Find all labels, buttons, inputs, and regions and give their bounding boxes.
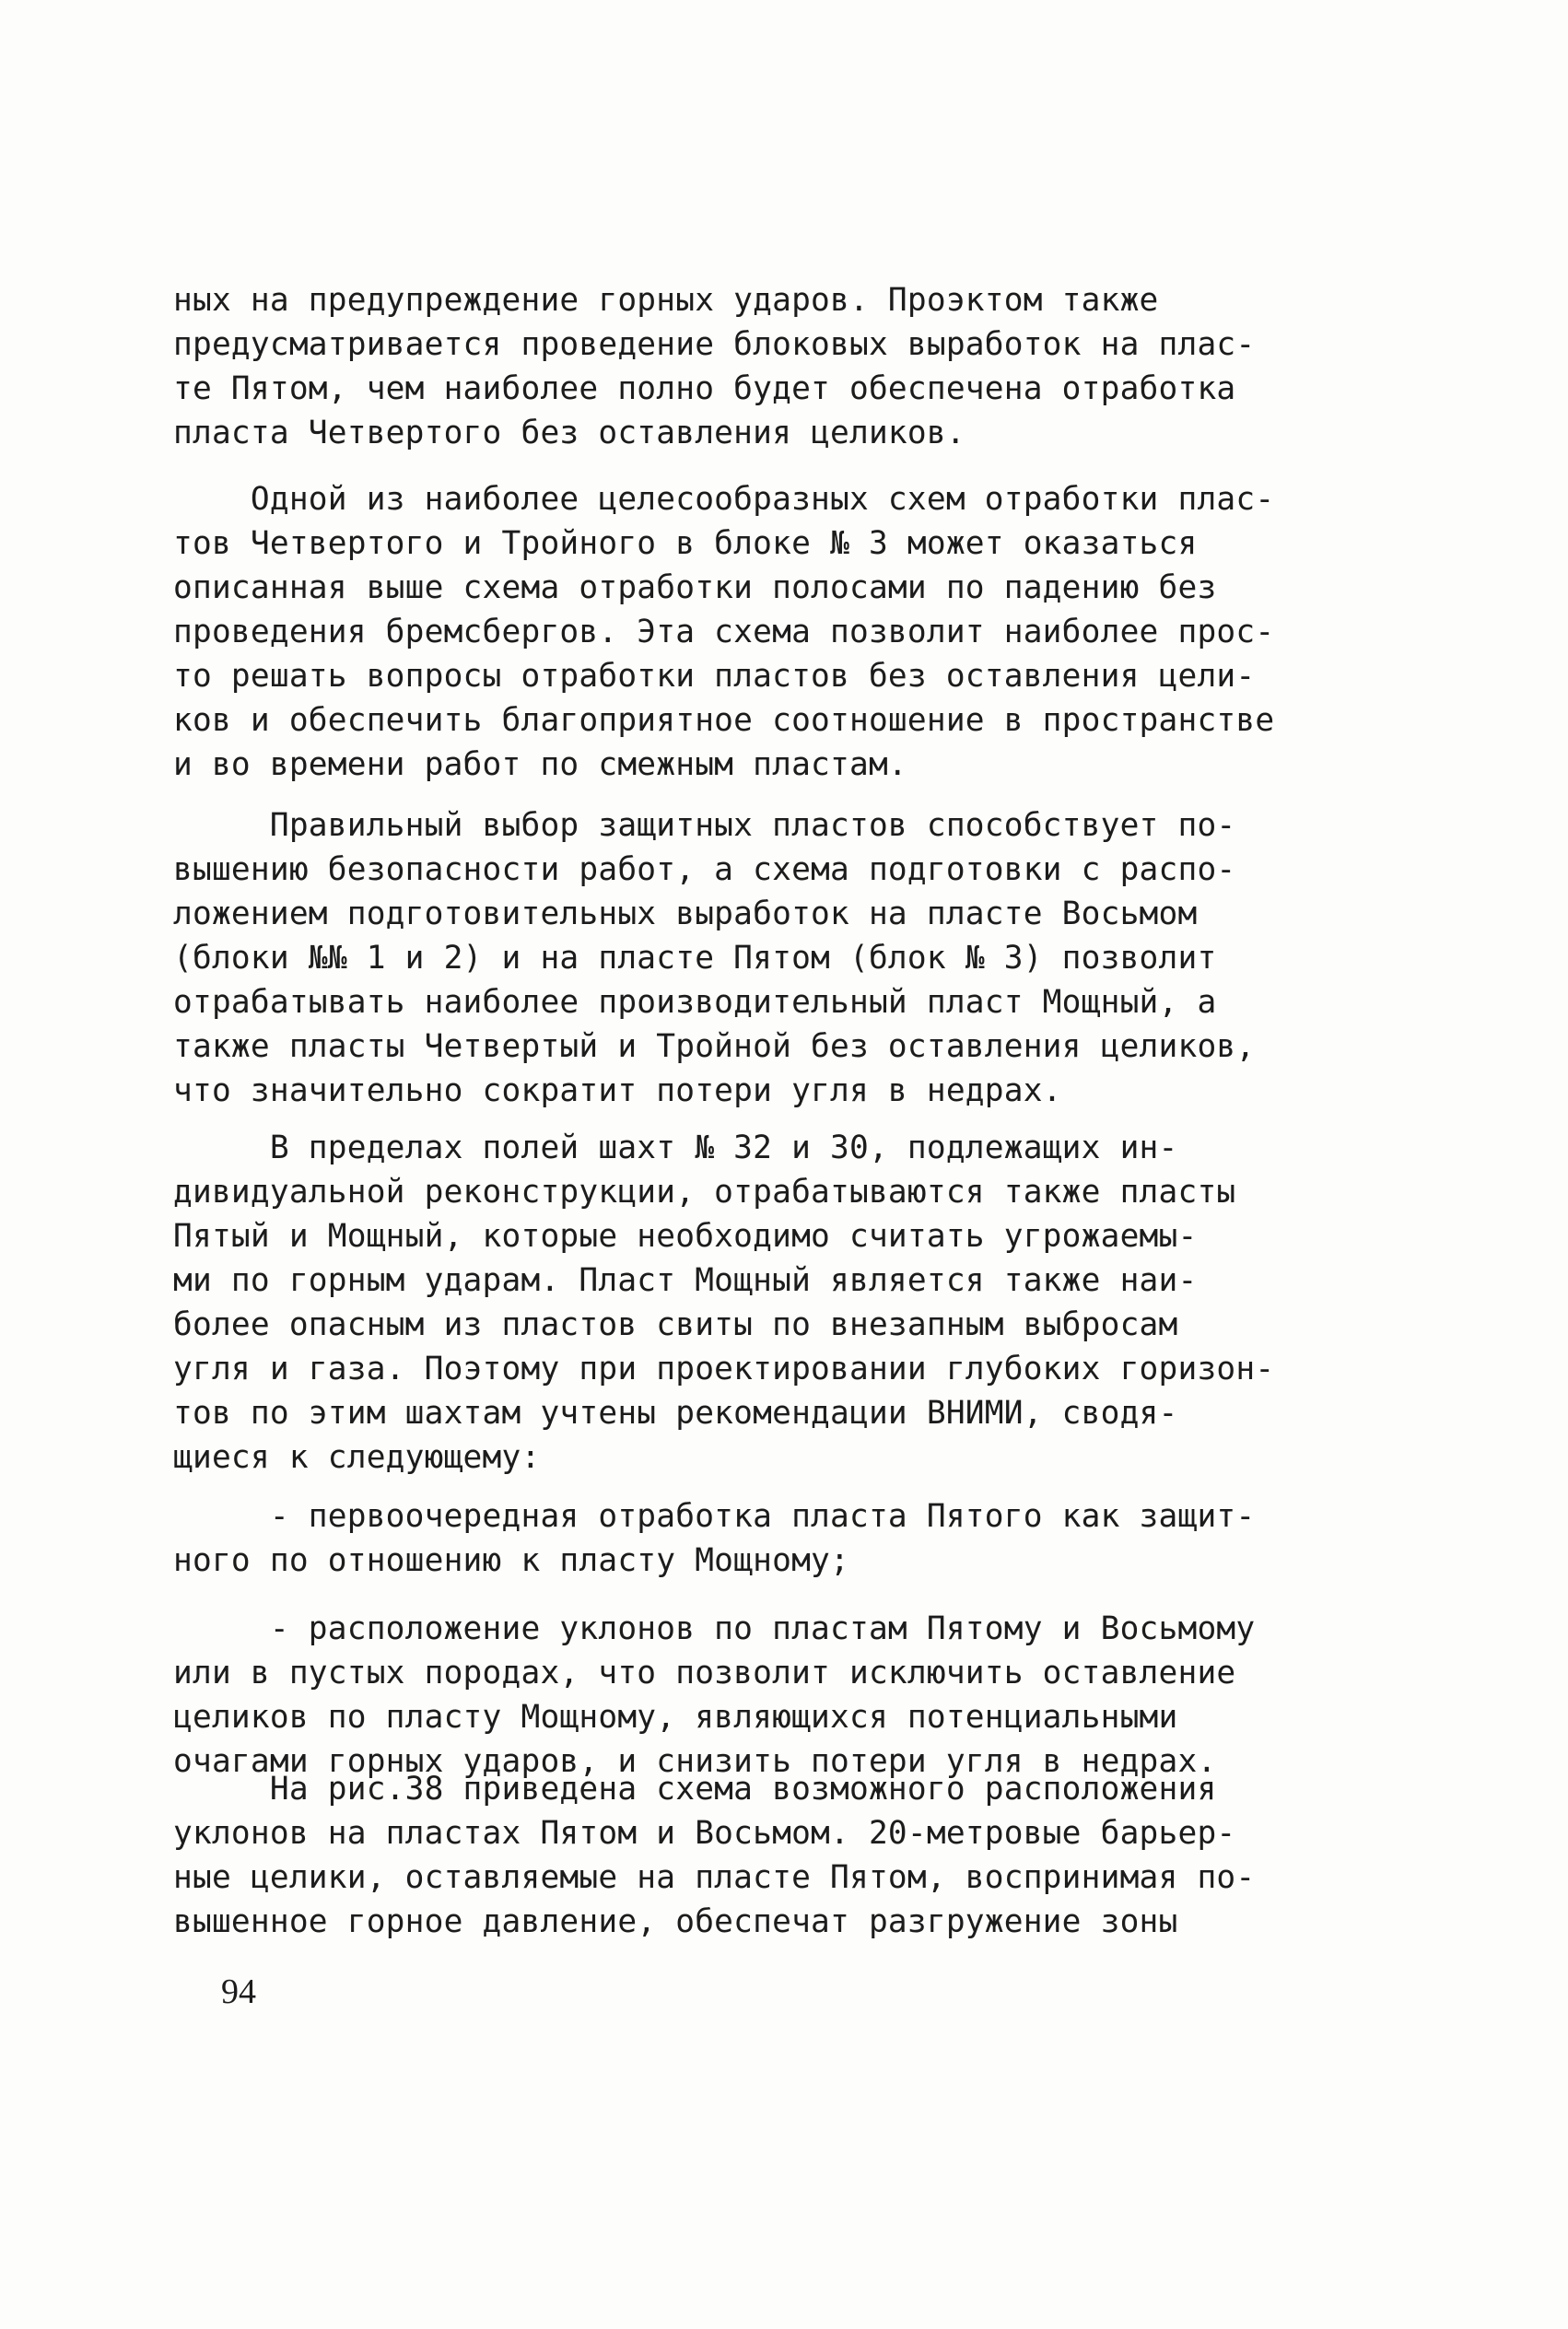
text-line: На рис.38 приведена схема возможного расположения (173, 1771, 1217, 1808)
text-line: целиков по пласту Мощному, являющихся потенциальными (173, 1699, 1178, 1736)
text-line: ков и обеспечить благоприятное соотношение в пространстве (173, 702, 1275, 739)
text-line: или в пустых породах, что позволит исключить оставление (173, 1655, 1236, 1691)
text-line: и во времени работ по смежным пластам. (173, 746, 907, 783)
paragraph-6 (173, 1607, 1408, 1784)
text-line: пласта Четвертого без оставления целиков. (173, 415, 965, 451)
text-line: отрабатывать наиболее производительный пласт Мощный, а (173, 984, 1217, 1021)
text-line: ного по отношению к пласту Мощному; (173, 1542, 849, 1579)
text-line: ложением подготовительных выработок на пласте Восьмом (173, 895, 1198, 932)
text-line: (блоки №№ 1 и 2) и на пласте Пятом (блок № 3) позволит (173, 940, 1217, 977)
text-line: Одной из наиболее целесообразных схем отработки плас- (173, 481, 1275, 518)
text-line: угля и газа. Поэтому при проектировании глубоких горизон- (173, 1351, 1275, 1387)
paragraph-3 (173, 803, 1408, 1113)
page-number: 94 (221, 1972, 256, 2011)
text-line: В пределах полей шахт № 32 и 30, подлежащих ин- (173, 1129, 1178, 1166)
paragraph-1 (173, 278, 1408, 455)
text-line: очагами горных ударов, и снизить потери угля в недрах. (173, 1743, 1217, 1780)
text-line: щиеся к следующему: (173, 1439, 541, 1476)
text-line: уклонов на пластах Пятом и Восьмом. 20-метровые барьер- (173, 1815, 1236, 1852)
text-line: тов по этим шахтам учтены рекомендации ВНИМИ, сводя- (173, 1395, 1178, 1432)
text-line: Правильный выбор защитных пластов способствует по- (173, 807, 1236, 844)
text-line: проведения бремсбергов. Эта схема позволит наиболее прос- (173, 614, 1275, 650)
text-line: - первоочередная отработка пласта Пятого как защит- (173, 1498, 1256, 1535)
text-line: ные целики, оставляемые на пласте Пятом, воспринимая по- (173, 1859, 1256, 1896)
text-line: дивидуальной реконструкции, отрабатываются также пласты (173, 1174, 1236, 1211)
text-line: описанная выше схема отработки полосами по падению без (173, 569, 1217, 606)
text-line: Пятый и Мощный, которые необходимо считать угрожаемы- (173, 1218, 1198, 1255)
text-line: ных на предупреждение горных ударов. Проэктом также (173, 282, 1159, 319)
text-line: предусматривается проведение блоковых выработок на плас- (173, 326, 1256, 363)
text-line: также пласты Четвертый и Тройной без оставления целиков, (173, 1028, 1256, 1065)
text-line: те Пятом, чем наиболее полно будет обеспечена отработка (173, 370, 1236, 407)
text-line: тов Четвертого и Тройного в блоке № 3 может оказаться (173, 525, 1198, 562)
paragraph-4 (173, 1126, 1408, 1480)
text-line: - расположение уклонов по пластам Пятому и Восьмому (173, 1610, 1256, 1647)
text-line: то решать вопросы отработки пластов без оставления цели- (173, 658, 1256, 695)
text-line: вышению безопасности работ, а схема подготовки с распо- (173, 851, 1236, 888)
text-line: более опасным из пластов свиты по внезапным выбросам (173, 1306, 1178, 1343)
paragraph-7 (173, 1767, 1408, 1944)
text-line: вышенное горное давление, обеспечат разгружение зоны (173, 1903, 1178, 1940)
text-line: что значительно сократит потери угля в недрах. (173, 1072, 1062, 1109)
paragraph-2 (173, 477, 1408, 787)
text-line: ми по горным ударам. Пласт Мощный является также наи- (173, 1262, 1198, 1299)
paragraph-5 (173, 1494, 1408, 1583)
